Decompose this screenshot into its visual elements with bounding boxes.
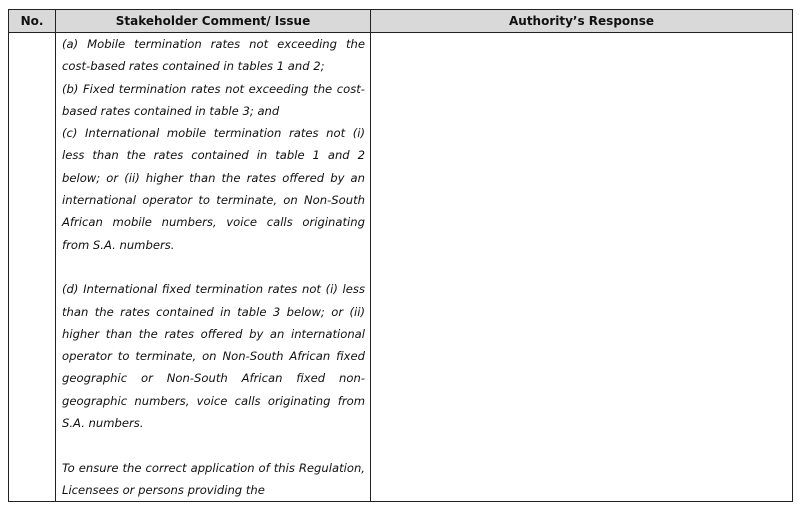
table-header-row [9, 10, 793, 33]
header-stakeholder-comment: Stakeholder Comment/ Issue [56, 10, 371, 33]
comment-paragraph-d: (d) International fixed termination rates not (i) less than the rates contained in table 3 below; or (ii) higher than the rates offered by an international operator to terminate, on Non-South African fixed geographic or Non-South African fixed non-geographic numbers, voice calls originating from S.A. numbers. [62, 282, 365, 431]
comment-paragraph-b: (b) Fixed termination rates not exceeding the cost-based rates contained in table 3; and [62, 81, 365, 118]
comment-paragraph-c: (c) International mobile termination rates not (i) less than the rates contained in table 1 and 2 below; or (ii) higher than the rates offered by an international operator to terminate, on Non-South African mobile numbers, voice calls originating from S.A. numbers. [62, 126, 365, 252]
table-row [9, 33, 793, 502]
comment-response-table [8, 9, 793, 502]
stakeholder-comment-cell [56, 33, 371, 502]
header-authority-response: Authority’s Response [371, 10, 793, 33]
row-number-cell [9, 33, 56, 502]
authority-response-cell [371, 33, 793, 502]
comment-paragraph-a: (a) Mobile termination rates not exceeding the cost-based rates contained in tables 1 and 2; [62, 37, 365, 74]
comment-paragraph-ensure: To ensure the correct application of this Regulation, Licensees or persons providing the [62, 460, 365, 497]
header-no: No. [9, 10, 56, 33]
